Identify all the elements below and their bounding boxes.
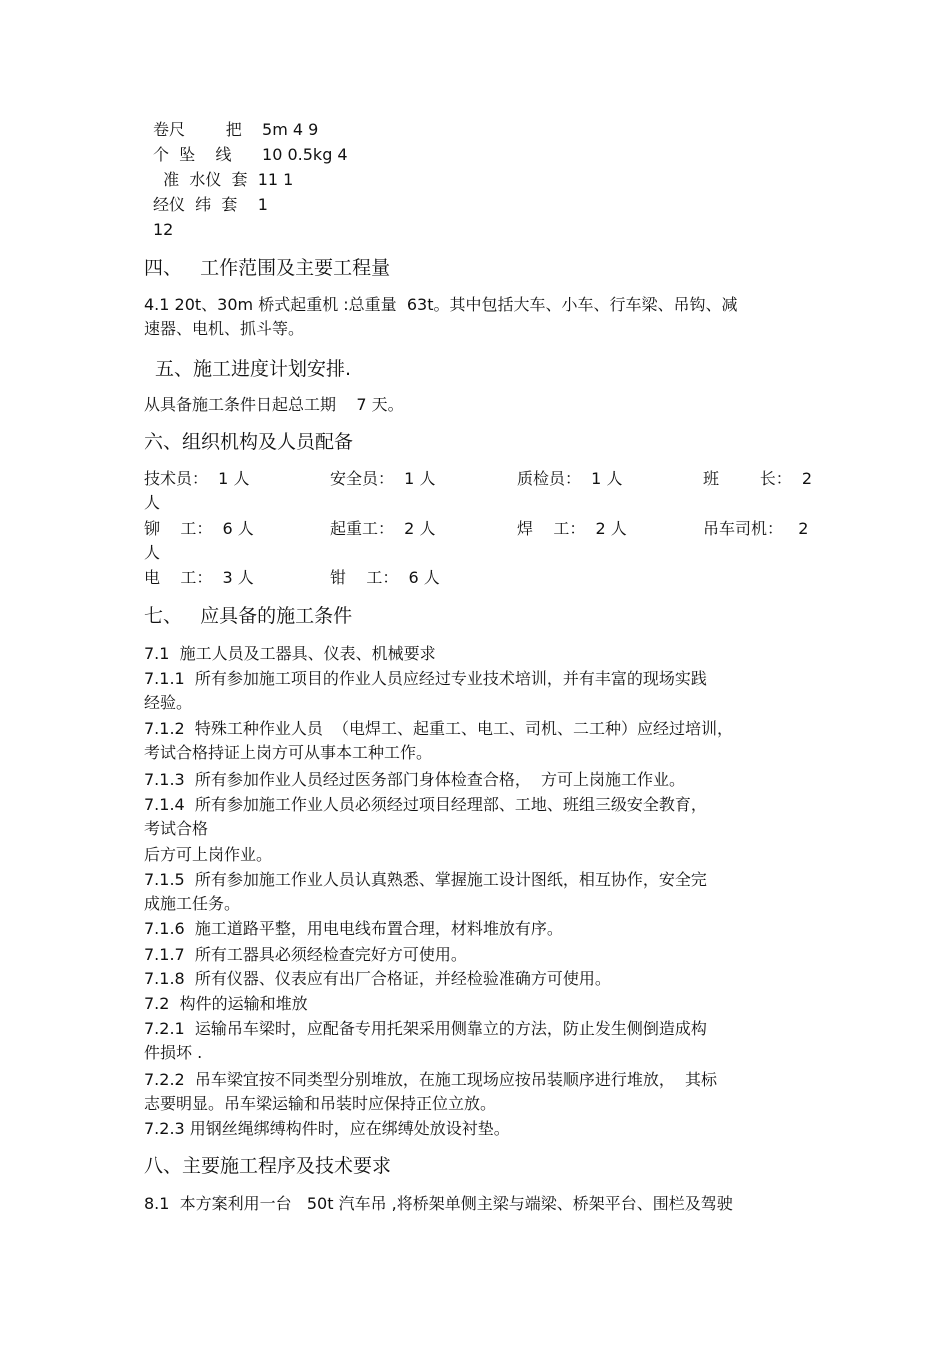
paragraph-line: 4.1 20t、30m 桥式起重机 :总重量 63t。其中包括大车、小车、行车梁、吊钩、减: [144, 295, 738, 314]
staff-cell: 班 长： 2: [703, 469, 813, 488]
paragraph-line: 7.2.1 运输吊车梁时，应配备专用托架采用侧靠立的方法，防止发生侧倒造成构: [144, 1019, 707, 1038]
staff-cell: 人: [144, 493, 161, 512]
section-heading: 五、施工进度计划安排.: [155, 358, 352, 380]
staff-cell: 技术员： 1 人: [144, 469, 250, 488]
tool-line: 12: [153, 220, 174, 239]
paragraph-line: 8.1 本方案利用一台 50t 汽车吊 ,将桥架单侧主梁与端梁、桥架平台、围栏及驾驶: [144, 1194, 733, 1213]
tool-line: 卷尺 把 5m 4 9: [153, 120, 319, 139]
staff-cell: 焊 工： 2 人: [517, 519, 627, 538]
paragraph-line: 7.2 构件的运输和堆放: [144, 994, 308, 1013]
tool-line: 准 水仪 套 11 1: [153, 170, 294, 189]
paragraph-line: 7.1 施工人员及工器具、仪表、机械要求: [144, 644, 436, 663]
paragraph-line: 成施工任务。: [144, 894, 241, 913]
paragraph-line: 考试合格持证上岗方可从事本工种工作。: [144, 743, 433, 762]
paragraph-line: 件损坏 .: [144, 1043, 203, 1062]
paragraph-line: 7.2.2 吊车梁宜按不同类型分别堆放，在施工现场应按吊装顺序进行堆放， 其标: [144, 1070, 718, 1089]
paragraph-line: 7.1.6 施工道路平整，用电电线布置合理，材料堆放有序。: [144, 919, 563, 938]
paragraph-line: 考试合格: [144, 819, 209, 838]
paragraph-line: 7.1.3 所有参加作业人员经过医务部门身体检查合格， 方可上岗施工作业。: [144, 770, 686, 789]
paragraph-line: 7.1.7 所有工器具必须经检查完好方可使用。: [144, 945, 467, 964]
paragraph-line: 7.1.4 所有参加施工作业人员必须经过项目经理部、工地、班组三级安全教育，: [144, 795, 707, 814]
paragraph-line: 速器、电机、抓斗等。: [144, 319, 305, 338]
section-heading: 四、 工作范围及主要工程量: [144, 257, 391, 279]
section-heading: 八、主要施工程序及技术要求: [144, 1155, 392, 1177]
paragraph-line: 从具备施工条件日起总工期 7 天。: [144, 395, 404, 414]
staff-cell: 起重工： 2 人: [330, 519, 436, 538]
paragraph-line: 7.1.2 特殊工种作业人员 （电焊工、起重工、电工、司机、二工种）应经过培训，: [144, 719, 734, 738]
staff-cell: 电 工： 3 人: [144, 568, 254, 587]
tool-line: 经仪 纬 套 1: [153, 195, 268, 214]
tool-line: 个 坠 线 10 0.5kg 4: [153, 145, 348, 164]
staff-cell: 质检员： 1 人: [517, 469, 623, 488]
paragraph-line: 7.1.5 所有参加施工作业人员认真熟悉、掌握施工设计图纸，相互协作，安全完: [144, 870, 707, 889]
staff-cell: 安全员： 1 人: [330, 469, 436, 488]
paragraph-line: 志要明显。吊车梁运输和吊装时应保持正位立放。: [144, 1094, 497, 1113]
staff-cell: 铆 工： 6 人: [144, 519, 254, 538]
staff-cell: 钳 工： 6 人: [330, 568, 440, 587]
paragraph-line: 7.1.8 所有仪器、仪表应有出厂合格证，并经检验准确方可使用。: [144, 969, 611, 988]
paragraph-line: 后方可上岗作业。: [144, 845, 273, 864]
staff-cell: 人: [144, 543, 161, 562]
section-heading: 七、 应具备的施工条件: [144, 605, 353, 627]
paragraph-line: 经验。: [144, 693, 193, 712]
paragraph-line: 7.2.3 用钢丝绳绑缚构件时，应在绑缚处放设衬垫。: [144, 1119, 510, 1138]
section-heading: 六、组织机构及人员配备: [144, 431, 354, 453]
paragraph-line: 7.1.1 所有参加施工项目的作业人员应经过专业技术培训，并有丰富的现场实践: [144, 669, 707, 688]
staff-cell: 吊车司机： 2: [703, 519, 809, 538]
